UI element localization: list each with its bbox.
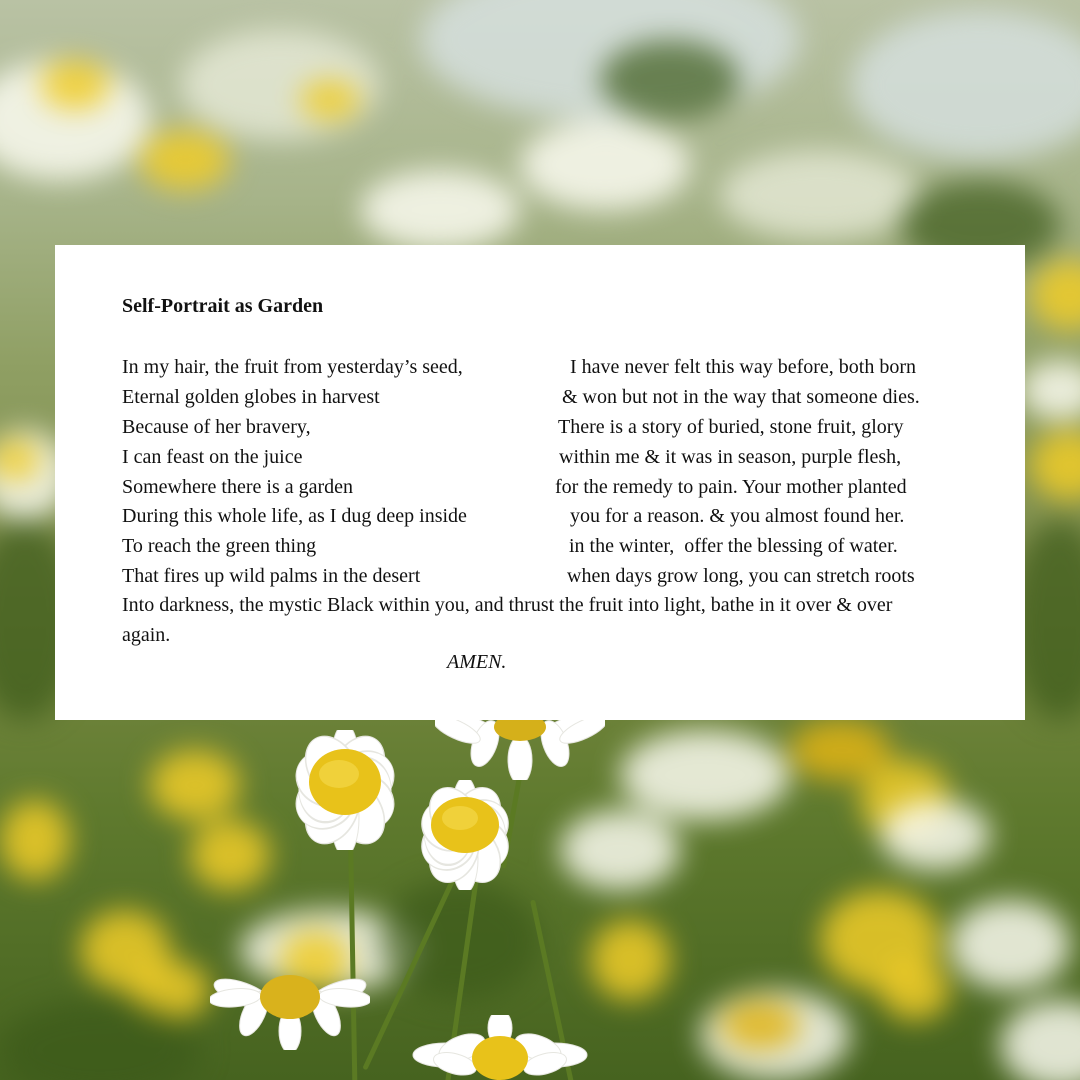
poem-line-left: That fires up wild palms in the desert <box>122 565 421 587</box>
daisy-icon <box>365 780 565 890</box>
poem-line-full: Into darkness, the mystic Black within you, and thrust the fruit into light, bathe in it over & over <box>122 594 893 616</box>
poem-signoff: AMEN. <box>447 651 507 673</box>
poem-line-right: you for a reason. & you almost found her. <box>570 505 905 527</box>
poem-line-right: & won but not in the way that someone dies. <box>562 386 920 408</box>
poem-line-left: Eternal golden globes in harvest <box>122 386 380 408</box>
poem-line-right: I have never felt this way before, both born <box>570 356 916 378</box>
poem-line-left: In my hair, the fruit from yesterday’s seed, <box>122 356 463 378</box>
poem-card <box>55 245 1025 720</box>
poem-line-left: To reach the green thing <box>122 535 317 557</box>
poem-line-right: in the winter, offer the blessing of water. <box>569 535 898 557</box>
poem-line-right: for the remedy to pain. Your mother planted <box>555 476 907 498</box>
poem-line-right: when days grow long, you can stretch roots <box>567 565 915 587</box>
poem-line-left: I can feast on the juice <box>122 446 303 468</box>
daisy-icon <box>210 940 370 1050</box>
poem-line-full: again. <box>122 624 171 646</box>
poem-title: Self-Portrait as Garden <box>122 295 324 317</box>
poem-line-left: During this whole life, as I dug deep inside <box>122 505 467 527</box>
poem-line-left: Somewhere there is a garden <box>122 476 354 498</box>
daisy-icon <box>410 1015 590 1080</box>
poem-line-left: Because of her bravery, <box>122 416 311 438</box>
poem-line-right: There is a story of buried, stone fruit, glory <box>558 416 904 438</box>
poem-line-right: within me & it was in season, purple flesh, <box>559 446 902 468</box>
